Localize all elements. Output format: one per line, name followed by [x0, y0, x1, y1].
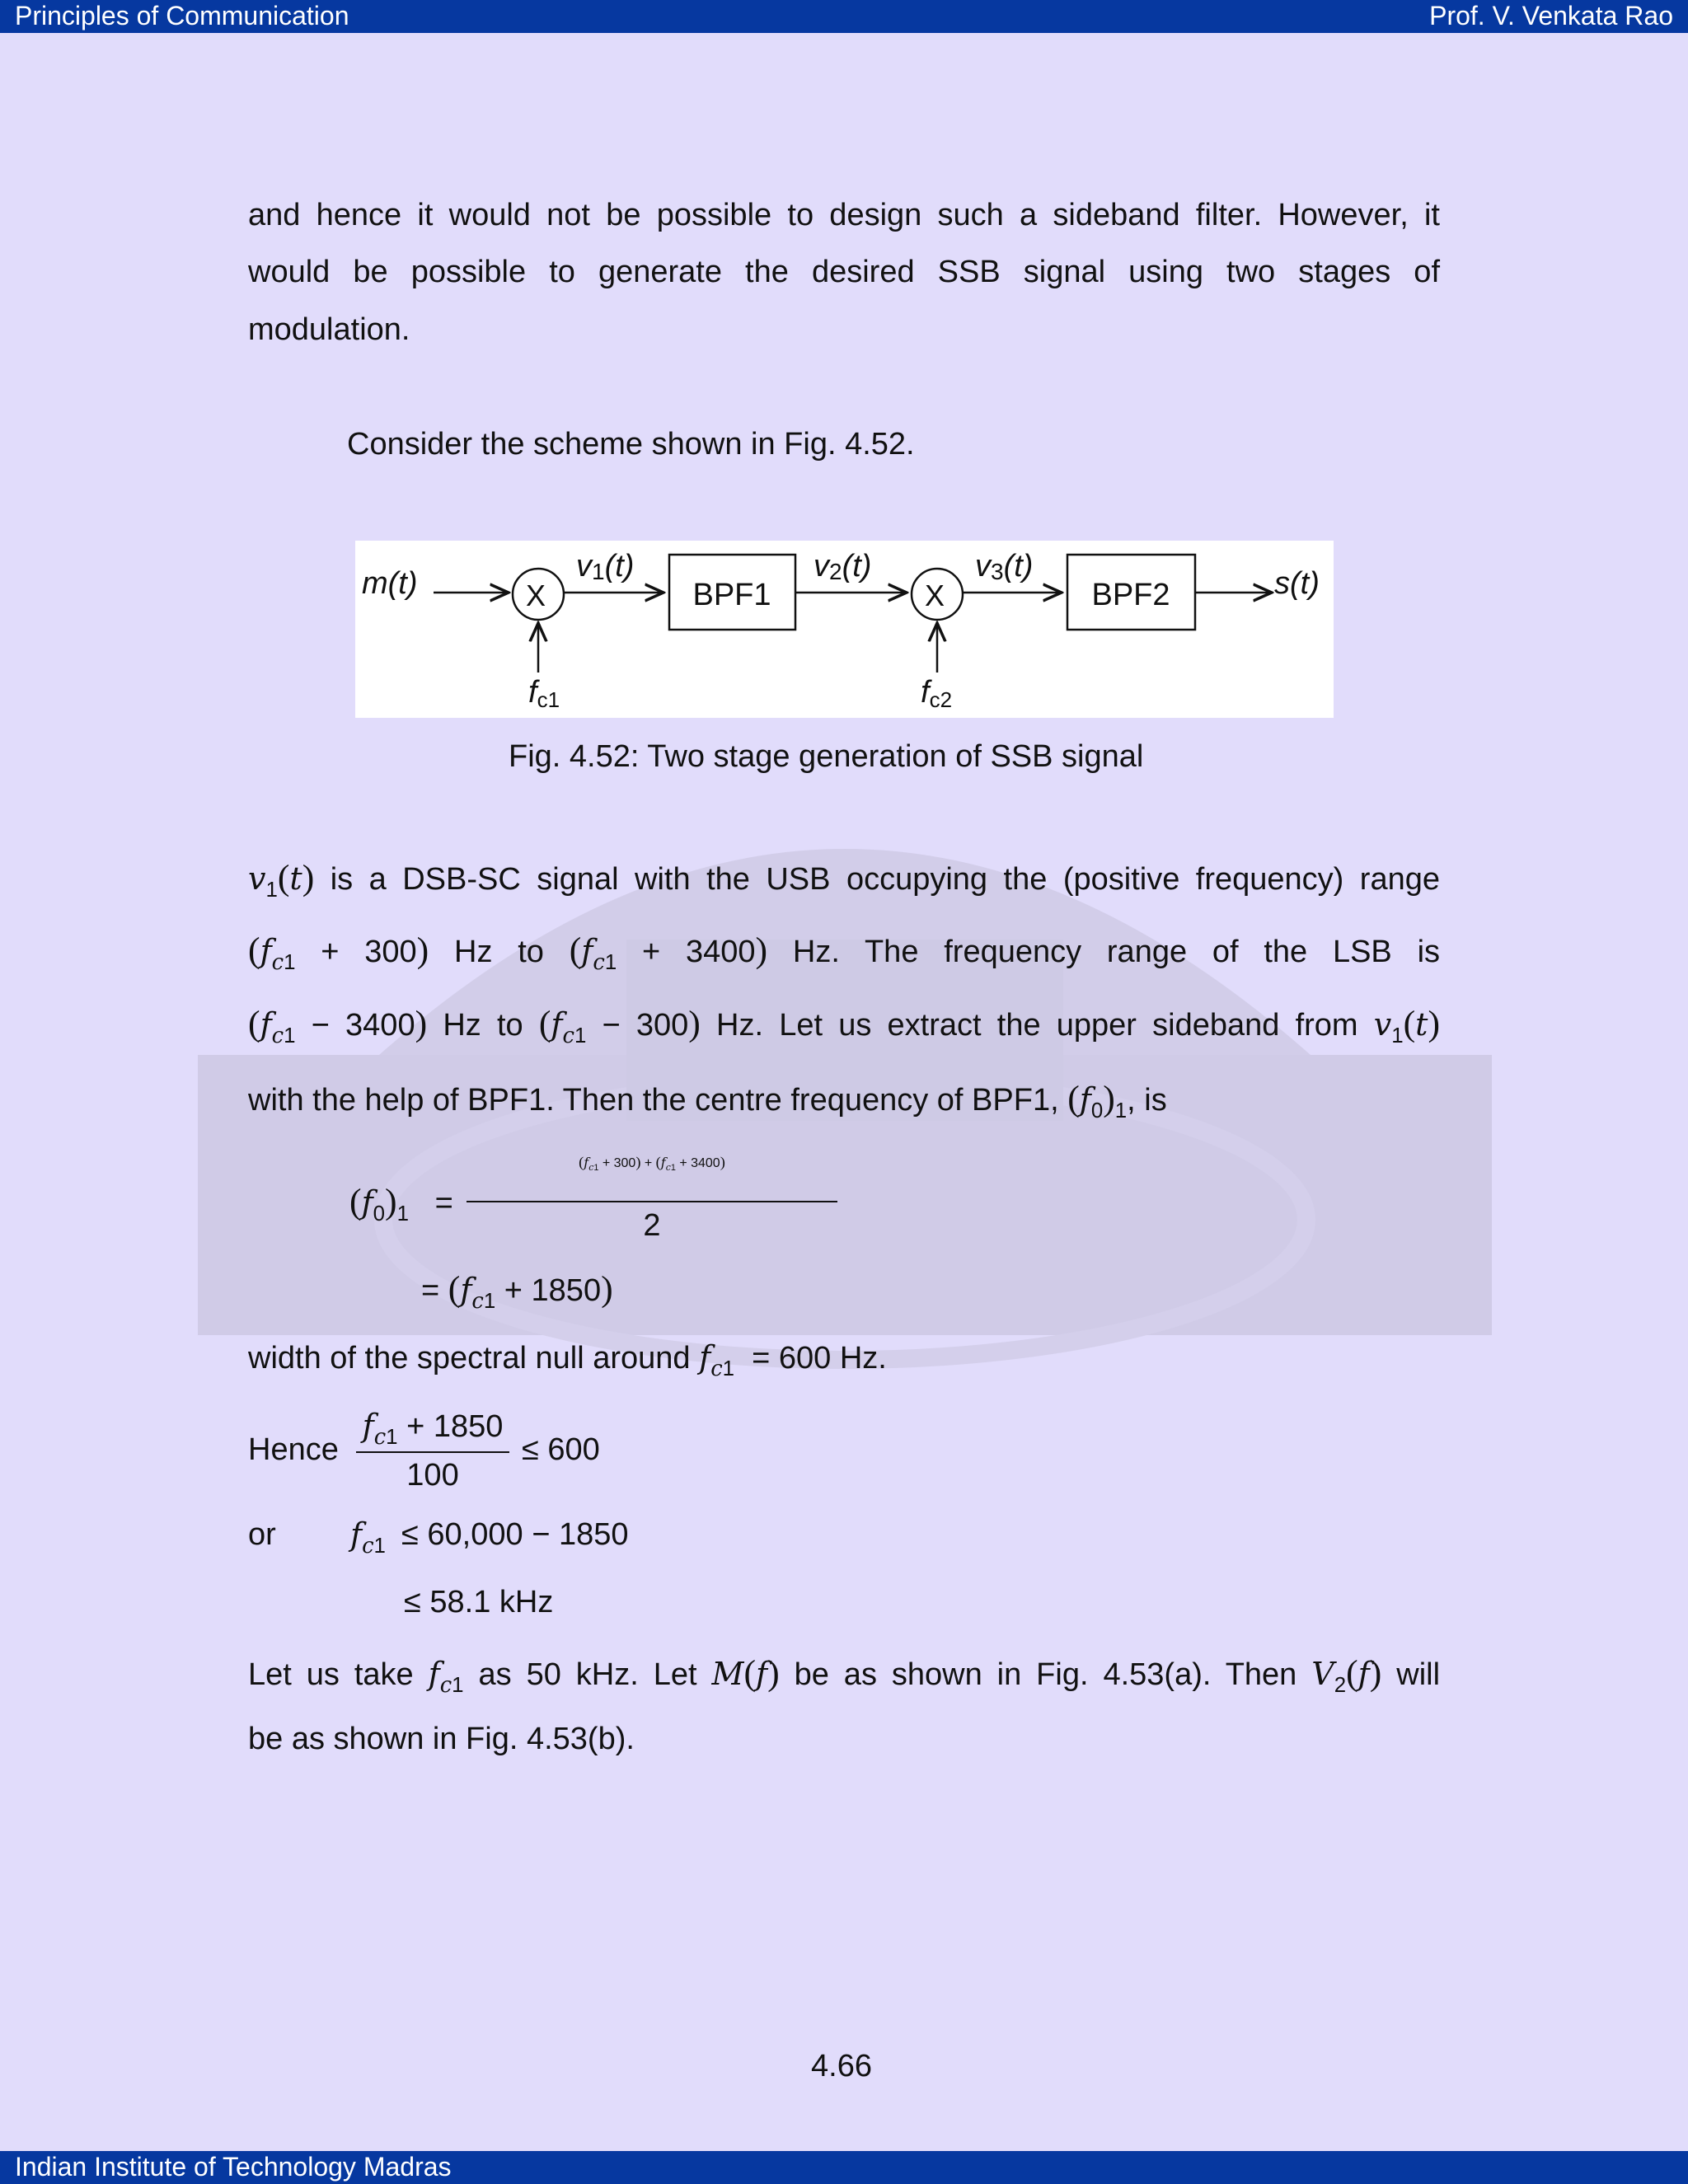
- input-label: m(t): [362, 566, 418, 601]
- null-text: width of the spectral null around: [248, 1341, 691, 1376]
- block-diagram: [355, 541, 1334, 718]
- eq-f0-result: = $(f_{c1} + 1850)$: [421, 1269, 613, 1315]
- intro-line-2: would be possible to generate the desired SSB signal using two stages of: [248, 255, 1440, 289]
- v2-label: v2(t): [814, 549, 872, 584]
- closing-d: will: [1396, 1657, 1441, 1692]
- para2-is: , is: [1127, 1083, 1167, 1118]
- para2-hz-let: Hz. Let us extract the upper sideband from: [716, 1008, 1358, 1043]
- hence-numerator: $f_{c1} + 1850$: [362, 1408, 504, 1451]
- footer-bar: [0, 2151, 1688, 2184]
- le-rhs: ≤ 58.1 kHz: [404, 1585, 554, 1619]
- para2-hz-the: Hz. The frequency range of the LSB is: [792, 935, 1441, 969]
- para2-line-4-text: with the help of BPF1. Then the centre frequency of BPF1,: [248, 1083, 1059, 1118]
- null-line: width of the spectral null around $f_{c1} = 600$ Hz.: [248, 1339, 887, 1382]
- closing-a: Let us take: [248, 1657, 414, 1692]
- mixer-1-symbol: X: [526, 579, 546, 612]
- eq-f0-numerator: $(f_{c1} + 300) + (f_{c1} + 3400)$: [579, 1154, 725, 1173]
- closing-c: be as shown in Fig. 4.53(a). Then: [794, 1657, 1297, 1692]
- fc2-label: fc2: [921, 675, 953, 712]
- para2-text-1: is a DSB-SC signal with the USB occupying the (positive frequency) range: [330, 862, 1440, 897]
- para2-hz-to: Hz to: [454, 935, 544, 969]
- para2-line-3: $(f_{c1} - 3400)$ Hz to $(f_{c1} - 300)$ Hz. Let us extract the upper sideband from $v_1(t)$: [248, 1004, 1441, 1049]
- eq-f0-lhs: $(f_0)_1$ =: [349, 1182, 453, 1226]
- closing-b: as 50 kHz. Let: [478, 1657, 697, 1692]
- or-lhs: $f_{c1}$: [350, 1516, 386, 1559]
- consider-text: Consider the scheme shown in Fig. 4.52.: [347, 427, 915, 462]
- eq-f0-fraction-bar: [467, 1201, 837, 1202]
- bpf1-label: BPF1: [692, 578, 771, 612]
- author-name: Prof. V. Venkata Rao: [1429, 1, 1673, 30]
- hence-denominator: 100: [406, 1458, 459, 1493]
- para2-line-2: $(f_{c1} + 300)$ Hz to $(f_{c1} + 3400)$ Hz. The frequency range of the LSB is: [248, 930, 1441, 976]
- closing-line-2: be as shown in Fig. 4.53(b).: [248, 1722, 635, 1756]
- hence-label: Hence: [248, 1432, 339, 1467]
- para2-line-4: with the help of BPF1. Then the centre frequency of BPF1, $(f_0)_1$, is: [248, 1079, 1167, 1123]
- hence-rhs: ≤ 600: [522, 1432, 600, 1467]
- intro-line-1: and hence it would not be possible to design such a sideband filter. However, it: [248, 198, 1440, 232]
- mixer-2-symbol: X: [925, 579, 945, 612]
- bpf2-label: BPF2: [1091, 578, 1170, 612]
- para2-line-1: $v_1(t)$ is a DSB-SC signal with the USB occupying the (positive frequency) range: [248, 858, 1440, 902]
- closing-line-1: Let us take $f_{c1}$ as 50 kHz. Let M(f) be as shown in Fig. 4.53(a). Then $V_2(f)$ will: [248, 1653, 1441, 1699]
- or-label: or: [248, 1517, 276, 1552]
- figure-4-52: [355, 541, 1334, 718]
- institute-name: Indian Institute of Technology Madras: [15, 2152, 452, 2182]
- header-bar: [0, 0, 1688, 33]
- output-label: s(t): [1274, 566, 1320, 601]
- figure-caption: Fig. 4.52: Two stage generation of SSB signal: [509, 739, 1144, 774]
- page-number: 4.66: [811, 2049, 872, 2083]
- v1-label: v1(t): [576, 549, 635, 584]
- hence-fraction-bar: [356, 1451, 509, 1453]
- para2-hz-to-2: Hz to: [443, 1008, 523, 1043]
- intro-line-3: modulation.: [248, 312, 410, 347]
- fc1-label: fc1: [528, 675, 560, 712]
- or-rhs: ≤ 60,000 − 1850: [401, 1517, 629, 1552]
- null-value: = 600 Hz.: [752, 1341, 887, 1376]
- v3-label: v3(t): [975, 549, 1034, 584]
- course-title: Principles of Communication: [15, 1, 349, 30]
- eq-f0-denominator: 2: [643, 1208, 661, 1243]
